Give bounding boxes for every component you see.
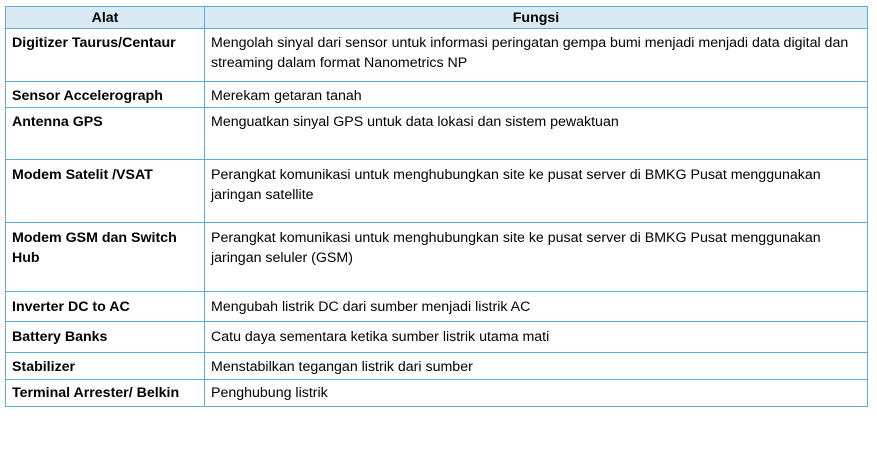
- table-row: [6, 29, 868, 82]
- alat-cell: Battery Banks: [6, 322, 205, 353]
- table-header-row: [6, 7, 868, 29]
- alat-cell: Digitizer Taurus/Centaur: [6, 29, 205, 82]
- alat-cell: Stabilizer: [6, 353, 205, 380]
- fungsi-cell: Mengubah listrik DC dari sumber menjadi listrik AC: [205, 292, 868, 322]
- fungsi-cell: Mengolah sinyal dari sensor untuk informasi peringatan gempa bumi menjadi menjadi data digital dan streaming dalam format Nanometrics NP: [205, 29, 868, 82]
- table-row: [6, 108, 868, 160]
- table-row: [6, 380, 868, 407]
- alat-cell: Terminal Arrester/ Belkin: [6, 380, 205, 407]
- alat-cell: Antenna GPS: [6, 108, 205, 160]
- alat-cell: Modem GSM dan Switch Hub: [6, 223, 205, 292]
- header-alat: Alat: [6, 7, 205, 29]
- fungsi-cell: Menstabilkan tegangan listrik dari sumber: [205, 353, 868, 380]
- fungsi-cell: Penghubung listrik: [205, 380, 868, 407]
- header-fungsi: Fungsi: [205, 7, 868, 29]
- table-row: [6, 322, 868, 353]
- table-row: [6, 82, 868, 108]
- table-row: [6, 223, 868, 292]
- fungsi-cell: Perangkat komunikasi untuk menghubungkan site ke pusat server di BMKG Pusat menggunakan jaringan seluler (GSM): [205, 223, 868, 292]
- table-row: [6, 160, 868, 223]
- fungsi-cell: Merekam getaran tanah: [205, 82, 868, 108]
- fungsi-cell: Perangkat komunikasi untuk menghubungkan site ke pusat server di BMKG Pusat menggunakan jaringan satellite: [205, 160, 868, 223]
- equipment-function-table: [5, 6, 868, 407]
- fungsi-cell: Catu daya sementara ketika sumber listrik utama mati: [205, 322, 868, 353]
- table-row: [6, 353, 868, 380]
- alat-cell: Modem Satelit /VSAT: [6, 160, 205, 223]
- fungsi-cell: Menguatkan sinyal GPS untuk data lokasi dan sistem pewaktuan: [205, 108, 868, 160]
- table-row: [6, 292, 868, 322]
- equipment-table-wrapper: [5, 6, 867, 407]
- alat-cell: Inverter DC to AC: [6, 292, 205, 322]
- alat-cell: Sensor Accelerograph: [6, 82, 205, 108]
